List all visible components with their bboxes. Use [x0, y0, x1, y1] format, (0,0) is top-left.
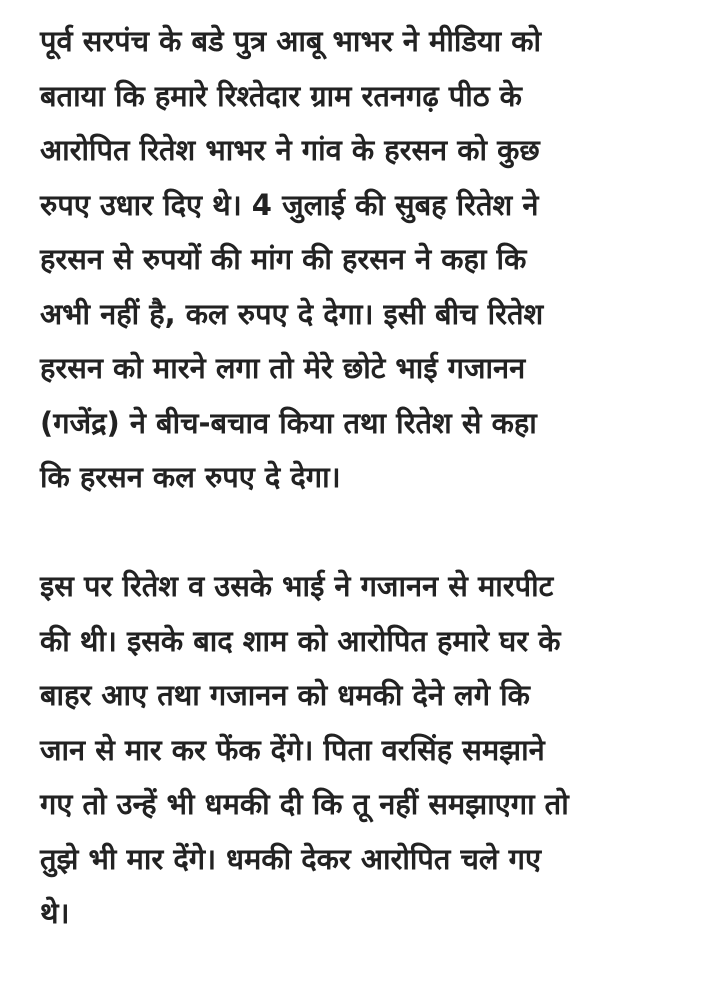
text-line: रुपए उधार दिए थे। 4 जुलाई की सुबह रितेश ने [40, 187, 539, 222]
text-line: हरसन को मारने लगा तो मेरे छोटे भाई गजानन [40, 351, 526, 385]
paragraph-2 [40, 559, 690, 941]
text-line: अभी नहीं है, कल रुपए दे देगा। इसी बीच रितेश [40, 296, 544, 331]
text-line: बाहर आए तथा गजानन को धमकी देने लगे कि [40, 678, 530, 712]
paragraph-1 [40, 14, 690, 505]
text-line: थे। [40, 896, 70, 930]
text-line: बताया कि हमारे रिश्तेदार ग्राम रतनगढ़ पीठ के [40, 78, 522, 113]
paragraph-spacer [40, 505, 690, 560]
text-line: गए तो उन्हें भी धमकी दी कि तू नहीं समझाएगा तो [40, 787, 569, 821]
text-line: कि हरसन कल रुपए दे देगा। [40, 460, 341, 494]
text-line: आरोपित रितेश भाभर ने गांव के हरसन को कुछ [40, 133, 540, 167]
text-line: तुझे भी मार देंगे। धमकी देकर आरोपित चले गए [40, 841, 542, 876]
article-text [40, 14, 690, 941]
text-line: (गजेंद्र) ने बीच-बचाव किया तथा रितेश से कहा [40, 405, 537, 440]
text-line: हरसन से रुपयों की मांग की हरसन ने कहा कि [40, 242, 527, 276]
text-line: की थी। इसके बाद शाम को आरोपित हमारे घर के [40, 623, 561, 658]
text-line: पूर्व सरपंच के बडे पुत्र आबू भाभर ने मीडिया को [40, 24, 542, 58]
text-line: इस पर रितेश व उसके भाई ने गजानन से मारपीट [40, 569, 554, 603]
text-line: जान से मार कर फेंक देंगे। पिता वरसिंह समझाने [40, 732, 545, 767]
